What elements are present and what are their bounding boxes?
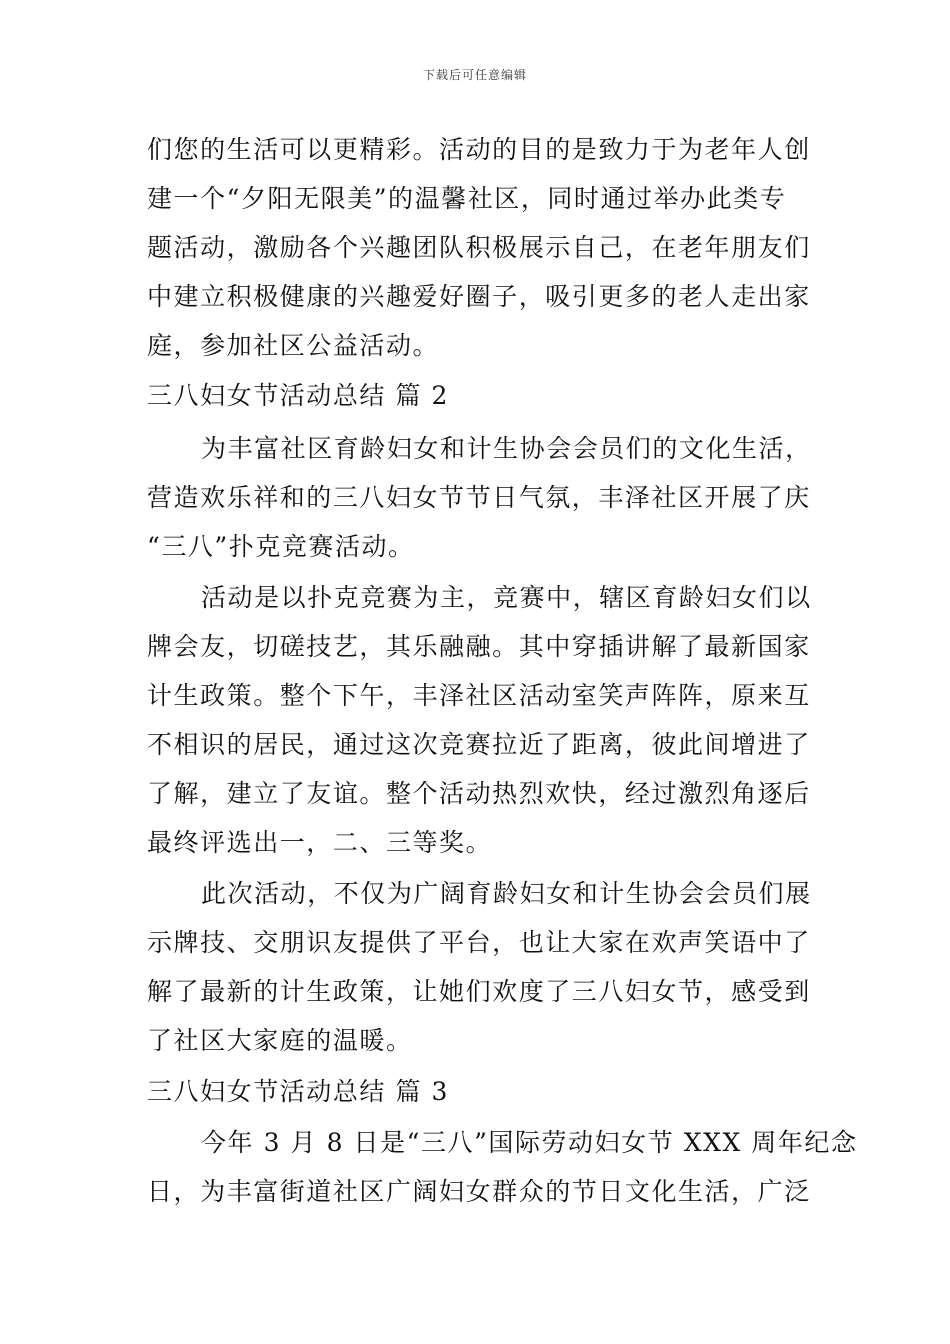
page-header-note: 下载后可任意编辑 (422, 68, 527, 82)
body-line: 计生政策。整个下午，丰泽社区活动室笑声阵阵，原来互 (147, 681, 811, 710)
body-line: 牌会友，切磋技艺，其乐融融。其中穿插讲解了最新国家 (147, 632, 811, 661)
body-line: 营造欢乐祥和的三八妇女节节日气氛，丰泽社区开展了庆 (147, 483, 811, 512)
body-line: 建一个“夕阳无限美”的温馨社区，同时通过举办此类专 (147, 184, 787, 213)
body-line: “三八”扑克竞赛活动。 (147, 532, 415, 561)
body-line: 不相识的居民，通过这次竞赛拉近了距离，彼此间增进了 (147, 730, 811, 759)
body-line: 最终评选出一，二、三等奖。 (147, 828, 493, 857)
body-line: 中建立积极健康的兴趣爱好圈子，吸引更多的老人走出家 (147, 282, 811, 311)
paragraph-first-line: 今年 3 月 8 日是“三八”国际劳动妇女节 XXX 周年纪念 (201, 1128, 858, 1157)
paragraph-first-line: 活动是以扑克竞赛为主，竞赛中，辖区育龄妇女们以 (201, 583, 812, 612)
body-line: 示牌技、交朋识友提供了平台，也让大家在欢声笑语中了 (147, 928, 811, 957)
body-line: 们您的生活可以更精彩。活动的目的是致力于为老年人创 (147, 135, 811, 164)
paragraph-first-line: 此次活动，不仅为广阔育龄妇女和计生协会会员们展 (201, 879, 812, 908)
body-line: 解了最新的计生政策，让她们欢度了三八妇女节，感受到 (147, 977, 811, 1006)
section-heading: 三八妇女节活动总结 篇 2 (147, 381, 449, 410)
paragraph-first-line: 为丰富社区育龄妇女和计生协会会员们的文化生活， (201, 434, 812, 463)
body-line: 了社区大家庭的温暖。 (147, 1026, 413, 1055)
body-line: 了解，建立了友谊。整个活动热烈欢快，经过激烈角逐后 (147, 779, 811, 808)
section-heading: 三八妇女节活动总结 篇 3 (147, 1077, 449, 1106)
body-line: 题活动，激励各个兴趣团队积极展示自己，在老年朋友们 (147, 233, 811, 262)
body-line: 日，为丰富街道社区广阔妇女群众的节日文化生活，广泛 (147, 1177, 811, 1206)
body-line: 庭，参加社区公益活动。 (147, 331, 440, 360)
